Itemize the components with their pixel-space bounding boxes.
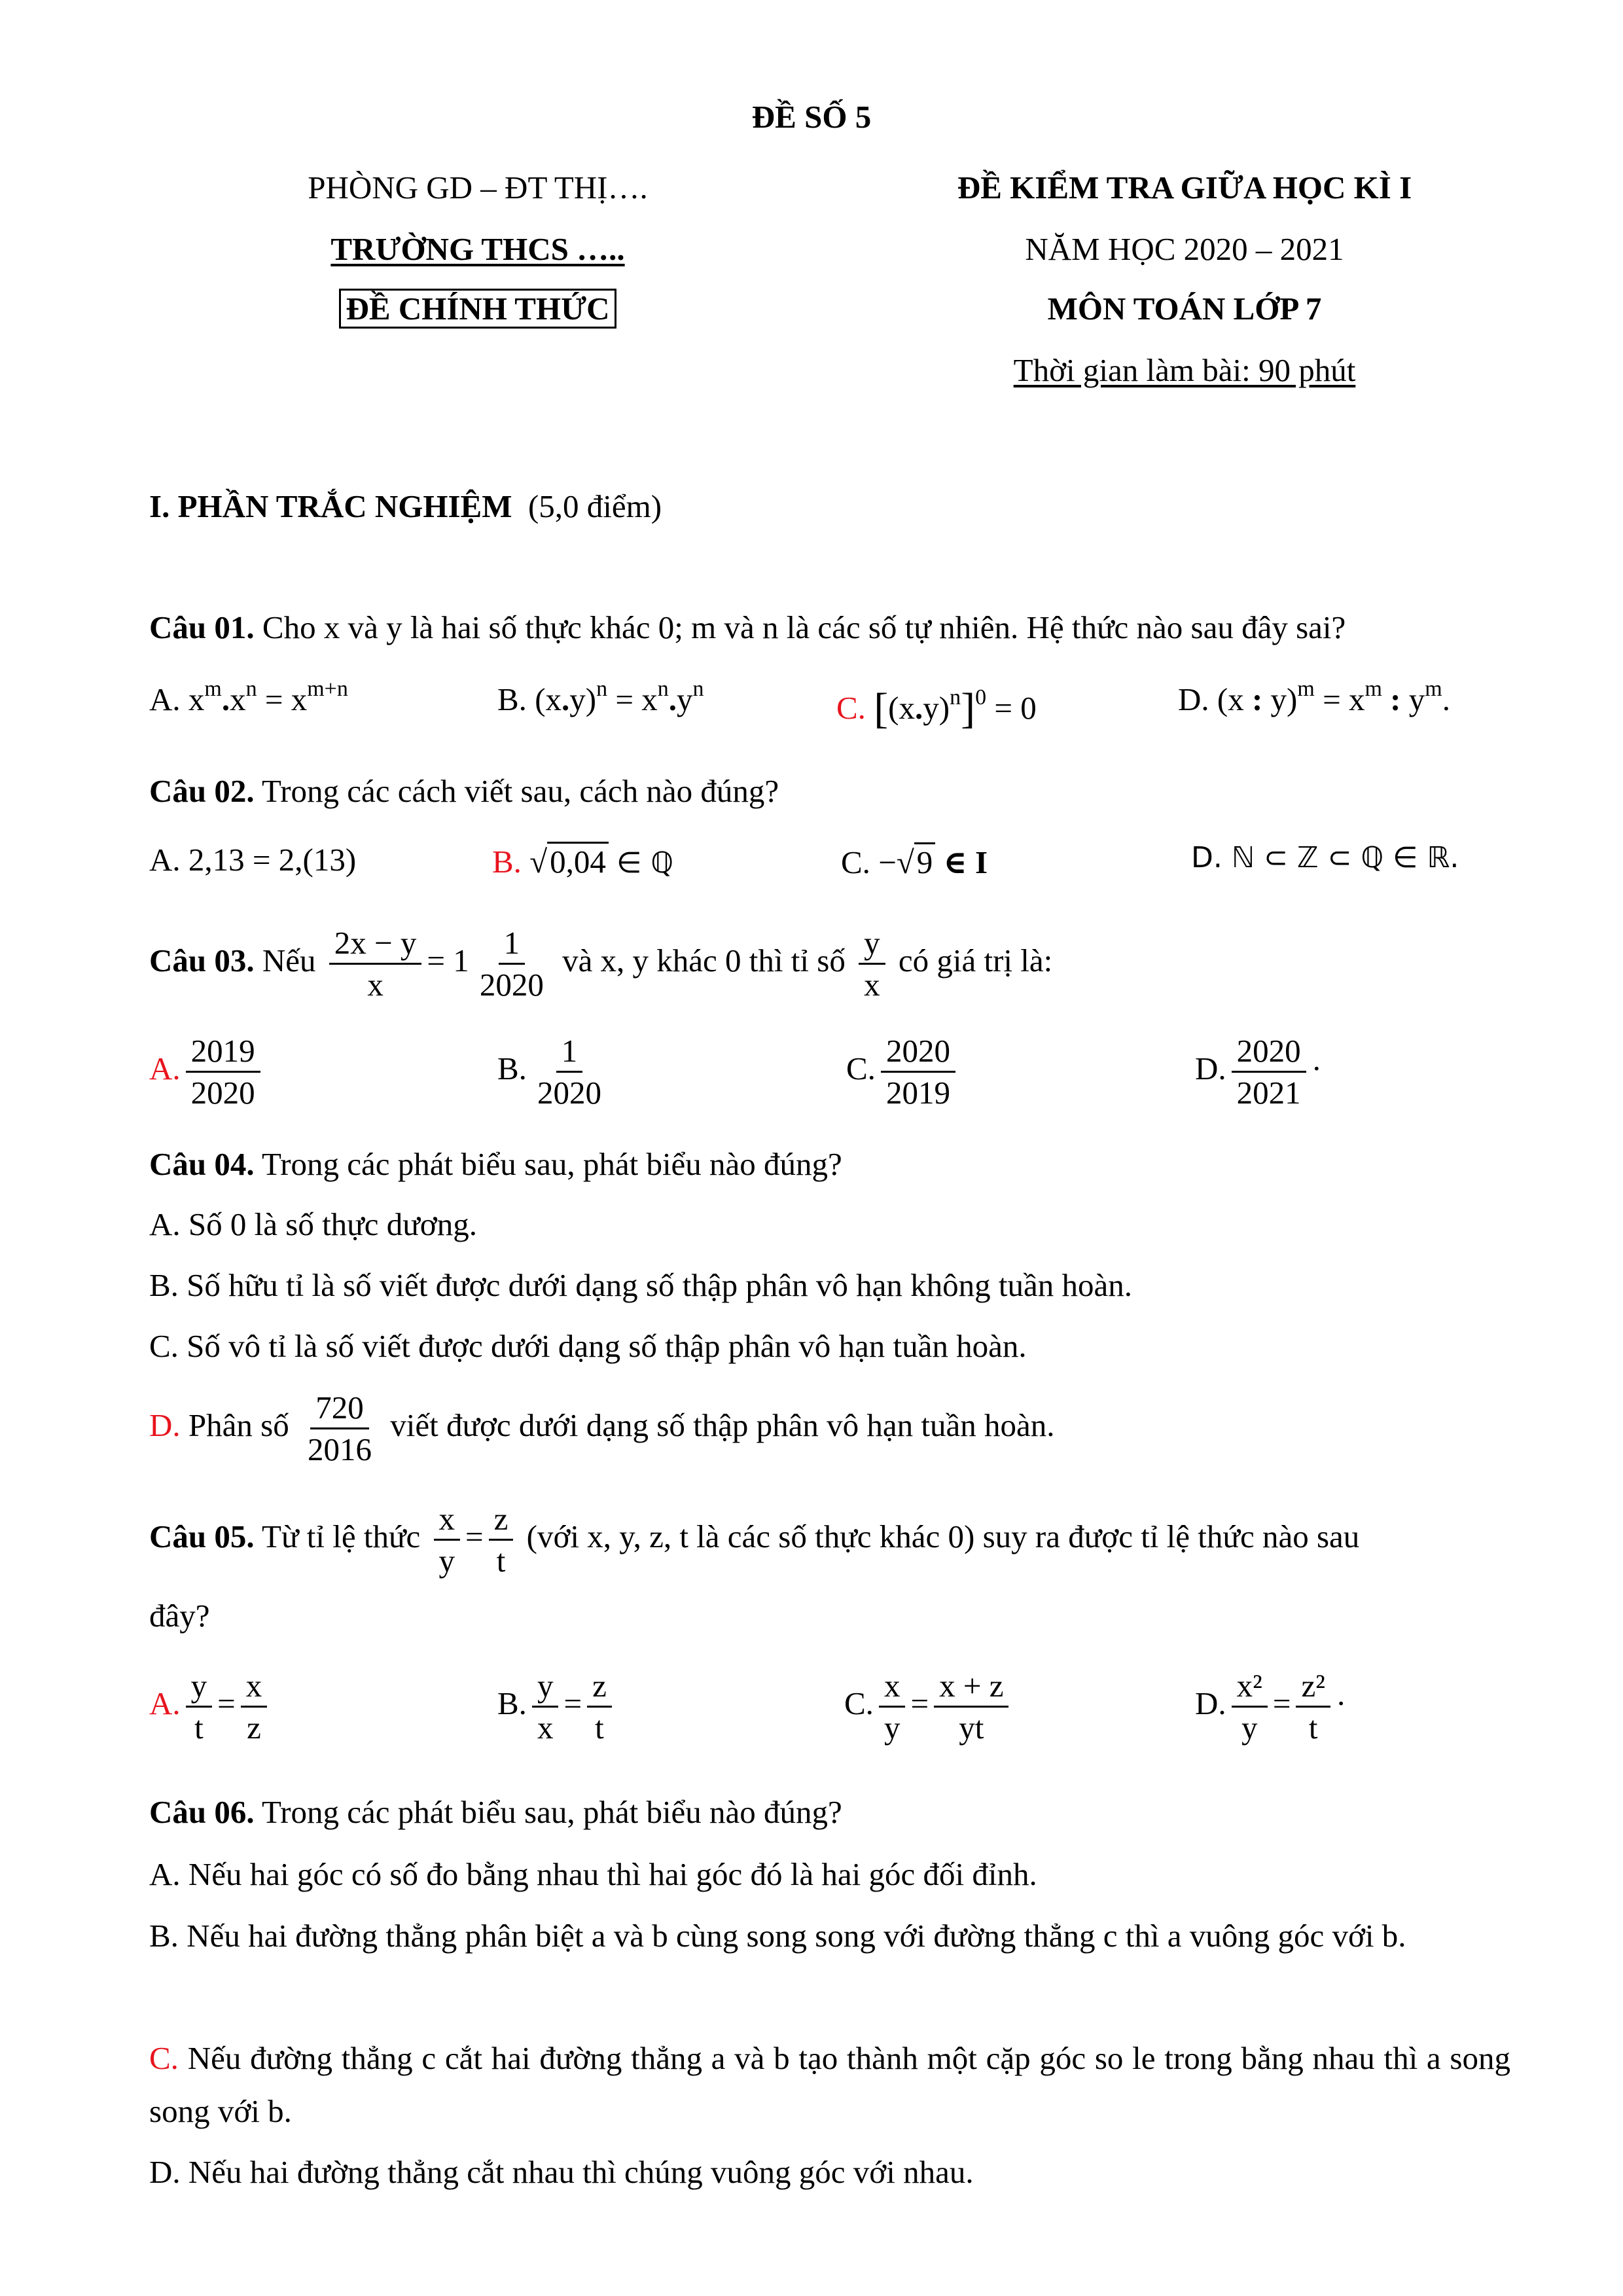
question-text: Cho x và y là hai số thực khác 0; m và n là các số tự nhiên. Hệ thức nào sau đây sai? — [262, 609, 1346, 645]
q1-option-d: D. (x : $y)^m = x^m$ : $y^m$. — [1178, 677, 1450, 717]
question-label: Câu 04. — [149, 1146, 255, 1182]
question-label: Câu 03. — [149, 942, 255, 978]
q1-option-c: C. $[(x.y)^n]^0 = 0$ — [836, 685, 1037, 732]
question-1 — [149, 609, 1346, 646]
q6-option-d: D. Nếu hai đường thẳng cắt nhau thì chúng vuông góc với nhau. — [149, 2154, 974, 2190]
question-2 — [149, 772, 779, 810]
q5-option-d: D. $\frac{\text{x²}}{y}$ = $\frac{\text{z²}}{t}$ · — [1195, 1666, 1346, 1748]
official-stamp: ĐỀ CHÍNH THỨC — [339, 289, 617, 329]
question-5-continued: đây? — [149, 1598, 210, 1634]
department: PHÒNG GD – ĐT THỊ…. — [308, 170, 648, 206]
q4-option-a: A. Số 0 là số thực dương. — [149, 1206, 477, 1242]
duration: Thời gian làm bài: 90 phút — [1013, 352, 1356, 388]
q1-option-a: A. $x^m.x^n = x^{m+n}$ — [149, 677, 348, 717]
correct-answer-letter: B. — [492, 844, 522, 880]
q1-option-b: B. $(x.y)^n = x^n.y^n$ — [497, 677, 704, 717]
q2-option-d: D. ℕ ⊂ ℤ ⊂ ℚ ∈ ℝ. — [1191, 841, 1459, 874]
q3-option-c: C. $\frac{2020}{2019}$ — [846, 1031, 961, 1113]
subject: MÔN TOÁN LỚP 7 — [1047, 291, 1322, 327]
correct-answer-letter: C. — [149, 2040, 179, 2076]
q3-option-d: D. $\frac{2020}{2021}$ · — [1195, 1031, 1322, 1113]
q6-option-c: C. Nếu đường thẳng c cắt hai đường thẳng a và b tạo thành một cặp góc so le trong bằng nhau thì a song song với b. — [149, 2040, 1510, 2129]
exam-number: ĐỀ SỐ 5 — [751, 99, 872, 135]
correct-answer-letter: A. — [149, 1685, 181, 1721]
section-points: (5,0 điểm) — [527, 488, 662, 524]
correct-answer-letter: A. — [149, 1050, 181, 1086]
question-label: Câu 01. — [149, 609, 255, 645]
q6-option-b: B. Nếu hai đường thẳng phân biệt a và b cùng song song với đường thẳng c thì a vuông góc với b. — [149, 1918, 1406, 1954]
q2-option-b: B. √0,04 ∈ ℚ — [492, 843, 673, 880]
question-text: Trong các phát biểu sau, phát biểu nào đúng? — [262, 1146, 842, 1182]
school-year: NĂM HỌC 2020 – 2021 — [1025, 231, 1344, 267]
q5-option-b: B. $\frac{y}{x}$ = $\frac{z}{t}$ — [497, 1666, 617, 1748]
q4-option-b: B. Số hữu tỉ là số viết được dưới dạng số thập phân vô hạn không tuần hoàn. — [149, 1267, 1132, 1303]
question-4 — [149, 1145, 842, 1183]
question-label: Câu 02. — [149, 773, 255, 809]
q5-option-c: C. $\frac{x}{y}$ = $\frac{x + z}{yt}$ — [844, 1666, 1014, 1748]
exam-title: ĐỀ KIỂM TRA GIỮA HỌC KÌ I — [957, 170, 1412, 206]
question-label: Câu 05. — [149, 1518, 255, 1554]
question-3: Câu 03. Nếu $\frac{2x - y}{x}$ = 1 $\frac{1}{2020}$ và x, y khác 0 thì tỉ số $\frac{y}{x}$ có giá trị là: — [149, 923, 1052, 1005]
q3-option-a: A. $\frac{2019}{2020}$ — [149, 1031, 266, 1113]
q3-option-b: B. $\frac{1}{2020}$ — [497, 1031, 612, 1113]
q2-option-c: C. −√9 ∈ I — [841, 843, 988, 881]
q2-option-a: A. 2,13 = 2,(13) — [149, 842, 357, 878]
question-6 — [149, 1793, 842, 1831]
school-name: TRƯỜNG THCS ….. — [330, 231, 625, 267]
correct-answer-letter: C. — [836, 690, 866, 726]
q4-option-d: D. Phân số $\frac{720}{2016}$ viết được dưới dạng số thập phân vô hạn tuần hoàn. — [149, 1388, 1055, 1470]
correct-answer-letter: D. — [149, 1407, 181, 1443]
question-5: Câu 05. Từ tỉ lệ thức $\frac{x}{y}$ = $\frac{z}{t}$ (với x, y, z, t là các số thực khác 0) suy ra được tỉ lệ thức nào sau — [149, 1499, 1359, 1581]
section-title: I. PHẦN TRẮC NGHIỆM (5,0 điểm) — [149, 488, 662, 524]
q5-option-a: A. $\frac{y}{t}$ = $\frac{x}{z}$ — [149, 1666, 272, 1748]
q4-option-c: C. Số vô tỉ là số viết được dưới dạng số thập phân vô hạn tuần hoàn. — [149, 1328, 1027, 1364]
question-text: Trong các cách viết sau, cách nào đúng? — [262, 773, 779, 809]
q6-option-a: A. Nếu hai góc có số đo bằng nhau thì hai góc đó là hai góc đối đỉnh. — [149, 1856, 1037, 1892]
question-label: Câu 06. — [149, 1794, 255, 1830]
question-text: Trong các phát biểu sau, phát biểu nào đúng? — [262, 1794, 842, 1830]
